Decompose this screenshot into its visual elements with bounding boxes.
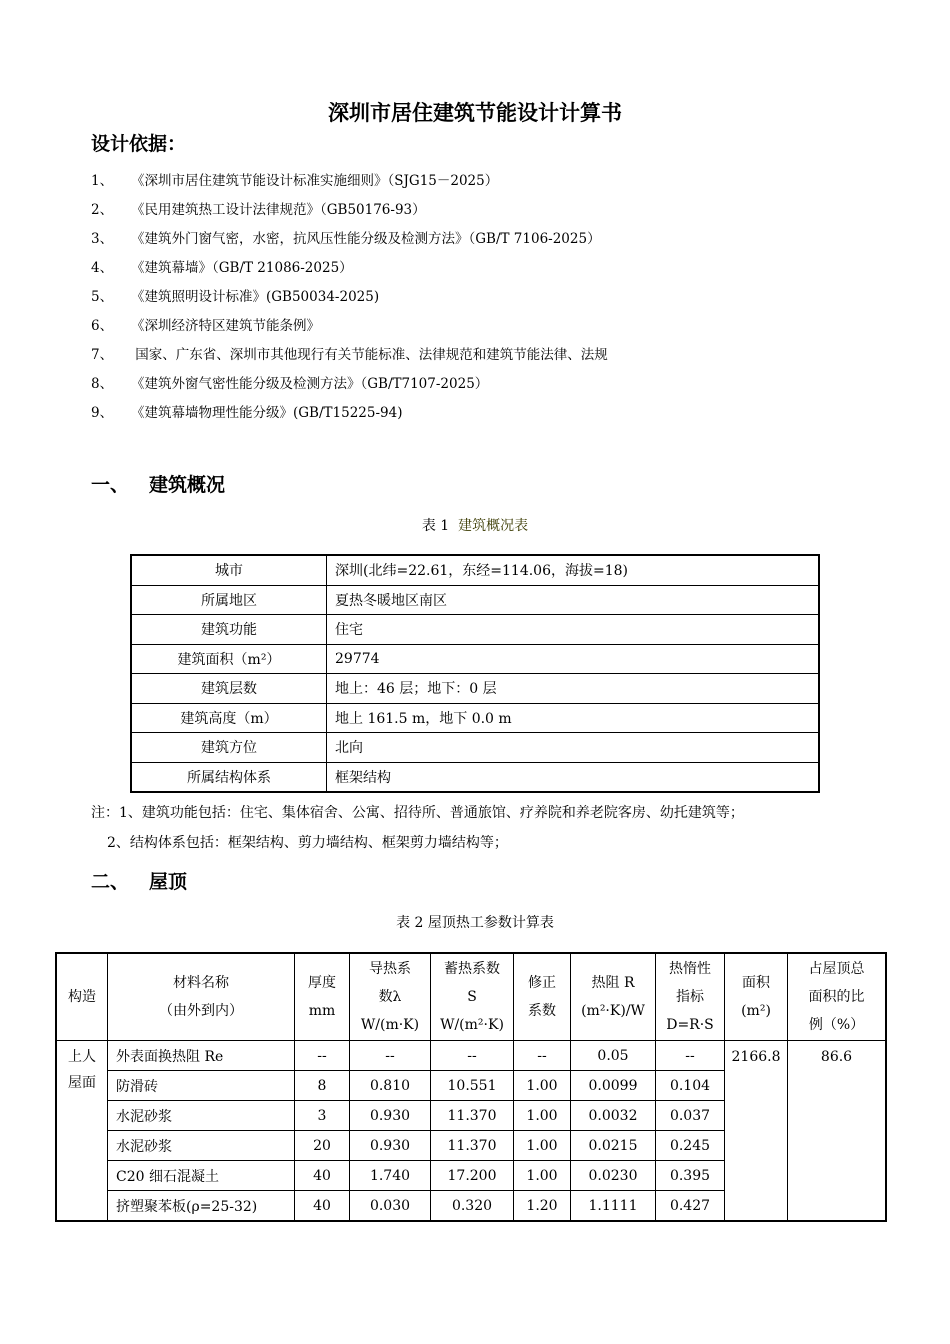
text-cell: 0.395 bbox=[656, 1161, 725, 1191]
text-cell: 地上 161.5 m，地下 0.0 m bbox=[327, 703, 820, 733]
text-cell: -- bbox=[514, 1041, 571, 1071]
text-cell: -- bbox=[656, 1041, 725, 1071]
text-cell: 挤塑聚苯板(ρ=25-32) bbox=[108, 1191, 295, 1222]
text-cell: 表 1 bbox=[421, 518, 450, 534]
text-cell: 《深圳市居住建筑节能设计标准实施细则》（SJG15－2025） bbox=[131, 173, 499, 189]
text-cell: 《建筑外窗气密性能分级及检测方法》（GB/T7107-2025） bbox=[131, 376, 489, 392]
text-cell: （由外到内） bbox=[159, 1003, 243, 1019]
reference-item bbox=[91, 199, 608, 228]
text-cell: 热阻 R bbox=[591, 975, 635, 991]
text-cell: 1.740 bbox=[350, 1161, 431, 1191]
roof-thermal-table bbox=[55, 952, 887, 1222]
text-cell: 1.00 bbox=[514, 1131, 571, 1161]
text-cell: 《建筑幕墙物理性能分级》(GB/T15225-94) bbox=[131, 405, 403, 421]
table-row bbox=[56, 1041, 886, 1071]
text-cell: 11.370 bbox=[431, 1131, 514, 1161]
text-cell: 夏热冬暖地区南区 bbox=[327, 585, 820, 615]
text-cell: 3、 bbox=[91, 231, 114, 247]
table1-caption bbox=[0, 515, 950, 535]
section-heading-roof bbox=[91, 867, 187, 894]
text-cell: 建筑层数 bbox=[131, 674, 327, 704]
text-cell: 20 bbox=[295, 1131, 350, 1161]
text-cell: 9、 bbox=[91, 405, 114, 421]
text-cell: 面积的比 bbox=[808, 989, 865, 1005]
text-cell: -- bbox=[350, 1041, 431, 1071]
area-ratio-cell: 86.6 bbox=[788, 1041, 887, 1222]
text-cell: W/(m²·K) bbox=[440, 1017, 504, 1033]
text-cell: -- bbox=[295, 1041, 350, 1071]
text-cell: W/(m·K) bbox=[360, 1017, 420, 1033]
text-cell: (m²) bbox=[741, 1003, 771, 1019]
text-cell: 17.200 bbox=[431, 1161, 514, 1191]
text-cell: 深圳(北纬=22.61，东经=114.06，海拔=18) bbox=[327, 555, 820, 585]
text-cell: (m²·K)/W bbox=[581, 1003, 645, 1019]
section-heading-building-overview bbox=[91, 470, 225, 497]
text-cell: 0.930 bbox=[350, 1101, 431, 1131]
construct-cell bbox=[56, 1041, 108, 1222]
text-cell: 蓄热系数 bbox=[444, 961, 500, 977]
text-cell: 0.037 bbox=[656, 1101, 725, 1131]
text-cell: 1、 bbox=[91, 173, 114, 189]
text-cell: S bbox=[467, 989, 477, 1005]
text-cell: 1.00 bbox=[514, 1161, 571, 1191]
text-cell: 0.104 bbox=[656, 1071, 725, 1101]
text-cell: 《建筑外门窗气密，水密，抗风压性能分级及检测方法》（GB/T 7106-2025） bbox=[131, 231, 601, 247]
text-cell: 指标 bbox=[676, 989, 704, 1005]
text-cell: 《民用建筑热工设计法律规范》（GB50176-93） bbox=[131, 202, 426, 218]
text-cell: 城市 bbox=[131, 555, 327, 585]
table2-caption: 表 2 屋顶热工参数计算表 bbox=[396, 915, 554, 931]
reference-list bbox=[91, 170, 608, 431]
table-row bbox=[131, 733, 819, 763]
reference-item bbox=[91, 373, 608, 402]
text-cell: 厚度 bbox=[308, 975, 336, 991]
text-cell: 0.427 bbox=[656, 1191, 725, 1222]
text-cell: 数λ bbox=[378, 989, 402, 1005]
table-header-row bbox=[56, 953, 886, 1041]
text-cell: 0.030 bbox=[350, 1191, 431, 1222]
text-cell: 0.0215 bbox=[571, 1131, 656, 1161]
table1-notes bbox=[91, 798, 744, 858]
text-cell: 所属结构体系 bbox=[131, 762, 327, 792]
text-cell: 占屋顶总 bbox=[808, 961, 865, 977]
text-cell: 7、 bbox=[91, 347, 114, 363]
header-thickness bbox=[295, 953, 350, 1041]
text-cell: 系数 bbox=[528, 1003, 556, 1019]
table-row bbox=[131, 555, 819, 585]
text-cell: 0.245 bbox=[656, 1131, 725, 1161]
text-cell: 建筑高度（m） bbox=[131, 703, 327, 733]
reference-item bbox=[91, 344, 608, 373]
note-1: 注：1、建筑功能包括：住宅、集体宿舍、公寓、招待所、普通旅馆、疗养院和养老院客房、幼托建筑等； bbox=[91, 805, 744, 821]
table-row bbox=[131, 674, 819, 704]
reference-item bbox=[91, 402, 608, 431]
reference-item bbox=[91, 257, 608, 286]
text-cell: 面积 bbox=[742, 975, 770, 991]
text-cell: 0.0032 bbox=[571, 1101, 656, 1131]
text-cell: 1.00 bbox=[514, 1071, 571, 1101]
text-cell: 8、 bbox=[91, 376, 114, 392]
text-cell: 0.930 bbox=[350, 1131, 431, 1161]
text-cell: 建筑方位 bbox=[131, 733, 327, 763]
text-cell: 例（%） bbox=[808, 1017, 865, 1033]
text-cell: mm bbox=[308, 1003, 336, 1019]
header-thermal-resistance bbox=[571, 953, 656, 1041]
text-cell: 地上：46 层；地下：0 层 bbox=[327, 674, 820, 704]
text-cell: 1.20 bbox=[514, 1191, 571, 1222]
design-basis-heading: 设计依据： bbox=[91, 133, 187, 155]
table-row bbox=[131, 615, 819, 645]
header-thermal-inertia bbox=[656, 953, 725, 1041]
area-cell: 2166.8 bbox=[725, 1041, 788, 1222]
text-cell: 框架结构 bbox=[327, 762, 820, 792]
text-cell: 导热系 bbox=[369, 961, 411, 977]
text-cell: 《建筑幕墙》（GB/T 21086-2025） bbox=[131, 260, 353, 276]
text-cell: 《建筑照明设计标准》(GB50034-2025) bbox=[131, 289, 380, 305]
text-cell: 修正 bbox=[528, 975, 556, 991]
text-cell: 4、 bbox=[91, 260, 114, 276]
header-material bbox=[108, 953, 295, 1041]
document-title: 深圳市居住建筑节能设计计算书 bbox=[328, 101, 622, 125]
text-cell: C20 细石混凝土 bbox=[108, 1161, 295, 1191]
table-row bbox=[131, 703, 819, 733]
note-2: 2、结构体系包括：框架结构、剪力墙结构、框架剪力墙结构等； bbox=[107, 835, 508, 851]
text-cell: -- bbox=[431, 1041, 514, 1071]
text-cell: 外表面换热阻 Re bbox=[108, 1041, 295, 1071]
text-cell: 10.551 bbox=[431, 1071, 514, 1101]
building-overview-table bbox=[130, 554, 820, 793]
header-area-ratio bbox=[788, 953, 887, 1041]
reference-item bbox=[91, 286, 608, 315]
table-row bbox=[131, 644, 819, 674]
text-cell: 6、 bbox=[91, 318, 114, 334]
text-cell: 材料名称 bbox=[173, 975, 229, 991]
reference-item bbox=[91, 228, 608, 257]
text-cell: 上人 bbox=[68, 1049, 96, 1065]
text-cell: 所属地区 bbox=[131, 585, 327, 615]
text-cell: 《深圳经济特区建筑节能条例》 bbox=[131, 318, 320, 334]
text-cell: 3 bbox=[295, 1101, 350, 1131]
text-cell: D=R·S bbox=[666, 1017, 714, 1033]
text-cell: 11.370 bbox=[431, 1101, 514, 1131]
text-cell: 40 bbox=[295, 1161, 350, 1191]
text-cell: 0.810 bbox=[350, 1071, 431, 1101]
text-cell: 1.00 bbox=[514, 1101, 571, 1131]
text-cell: 屋面 bbox=[68, 1075, 96, 1091]
text-cell: 防滑砖 bbox=[108, 1071, 295, 1101]
text-cell: 国家、广东省、深圳市其他现行有关节能标准、法律规范和建筑节能法律、法规 bbox=[131, 347, 608, 363]
header-area bbox=[725, 953, 788, 1041]
text-cell: 北向 bbox=[327, 733, 820, 763]
text-cell: 5、 bbox=[91, 289, 114, 305]
text-cell: 热惰性 bbox=[669, 961, 711, 977]
text-cell: 29774 bbox=[327, 644, 820, 674]
text-cell: 水泥砂浆 bbox=[108, 1131, 295, 1161]
reference-item bbox=[91, 315, 608, 344]
header-heat-storage bbox=[431, 953, 514, 1041]
text-cell: 0.0230 bbox=[571, 1161, 656, 1191]
reference-item bbox=[91, 170, 608, 199]
text-cell: 住宅 bbox=[327, 615, 820, 645]
header-correction bbox=[514, 953, 571, 1041]
header-construct bbox=[56, 953, 108, 1041]
table-row bbox=[131, 585, 819, 615]
text-cell: 40 bbox=[295, 1191, 350, 1222]
text-cell: 0.05 bbox=[571, 1041, 656, 1071]
text-cell: 建筑概况 bbox=[149, 474, 226, 496]
text-cell: 屋顶 bbox=[149, 871, 188, 893]
text-cell: 2、 bbox=[91, 202, 114, 218]
text-cell: 建筑面积（m²） bbox=[131, 644, 327, 674]
text-cell: 0.0099 bbox=[571, 1071, 656, 1101]
text-cell: 1.1111 bbox=[571, 1191, 656, 1222]
text-cell: 一、 bbox=[91, 474, 130, 496]
text-cell: 建筑功能 bbox=[131, 615, 327, 645]
text-cell: 水泥砂浆 bbox=[108, 1101, 295, 1131]
text-cell: 建筑概况表 bbox=[458, 518, 529, 534]
header-conductivity bbox=[350, 953, 431, 1041]
text-cell: 二、 bbox=[91, 871, 130, 893]
text-cell: 8 bbox=[295, 1071, 350, 1101]
table-row bbox=[131, 762, 819, 792]
text-cell: 构造 bbox=[68, 989, 96, 1005]
text-cell: 0.320 bbox=[431, 1191, 514, 1222]
